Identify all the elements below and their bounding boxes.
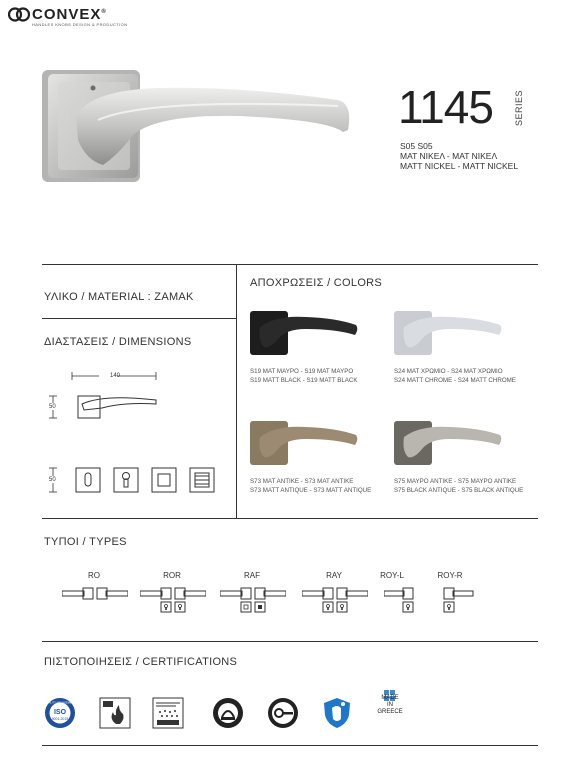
type-diagram-icon (220, 585, 286, 615)
dimension-drawing-roses (44, 464, 216, 498)
color-code-greek: S75 ΜΑΥΡΟ ΑΝΤΙΚΕ - S75 ΜΑΥΡΟ ΑΝΤΙΚΕ (394, 478, 517, 485)
color-swatch-caption (394, 478, 523, 495)
color-swatch-caption (250, 368, 358, 385)
type-diagram-icon (140, 585, 206, 615)
product-hero-image (38, 60, 368, 190)
color-code-english: S75 BLACK ANTIQUE - S75 BLACK ANTIQUE (394, 486, 524, 494)
divider-vertical (236, 264, 237, 518)
brand-name: CONVEX® (32, 6, 107, 23)
cycles-test-certification-icon (212, 697, 244, 729)
dimension-width: 140 (110, 373, 121, 379)
color-code-english: S19 MATT BLACK - S19 MATT BLACK (250, 376, 358, 384)
type-diagram-icon (384, 585, 418, 615)
iso-name: ISO (53, 709, 67, 716)
color-swatch-caption (394, 368, 516, 385)
finish-code: S05 S05 (400, 141, 433, 151)
iso-top-label: QUALITY MANAGEMENT (44, 701, 76, 705)
color-swatch-caption (250, 478, 371, 495)
color-code-english: S24 MATT CHROME - S24 MATT CHROME (394, 376, 516, 384)
dimensions-title: ΔΙΑΣΤΑΣΕΙΣ / DIMENSIONS (44, 336, 192, 348)
convex-logo-icon (8, 7, 30, 22)
color-code-greek: S19 ΜΑΤ ΜΑΥΡΟ - S19 ΜΑΤ ΜΑΥΡΟ (250, 368, 354, 375)
type-diagram-icon (62, 585, 128, 615)
divider-bottom (42, 745, 538, 746)
divider-top (42, 264, 538, 265)
type-diagram-icon (302, 585, 368, 615)
colors-title: ΑΠΟΧΡΩΣΕΙΣ / COLORS (250, 277, 383, 289)
product-finish (400, 141, 518, 171)
types-title: ΤΥΠΟΙ / TYPES (44, 536, 127, 548)
certifications-title: ΠΙΣΤΟΠΟΙΗΣΕΙΣ / CERTIFICATIONS (44, 656, 238, 668)
series-label: SERIES (514, 89, 524, 126)
type-label: RO (88, 571, 100, 580)
fire-test-certification-icon (99, 697, 131, 729)
color-code-greek: S24 ΜΑΤ ΧΡΩΜΙΟ - S24 ΜΑΤ ΧΡΩΜΙΟ (394, 368, 503, 375)
handle-test-certification-icon (267, 697, 299, 729)
color-code-greek: S73 ΜΑΤ ΑΝΤΙΚΕ - S73 ΜΑΤ ΑΝΤΙΚΕ (250, 478, 354, 485)
type-diagram-icon (442, 585, 476, 615)
iso-certification-icon (44, 697, 76, 729)
brand-tagline: HANDLES KNOBS DESIGN & PRODUCTION (32, 22, 128, 27)
dimension-drawing-side (44, 368, 164, 428)
divider-material (42, 318, 236, 319)
brand-logo (4, 4, 154, 28)
color-code-english: S73 MATT ANTIQUE - S73 MATT ANTIQUE (250, 486, 372, 494)
color-swatch-image (390, 415, 510, 475)
type-label: RAY (326, 571, 342, 580)
made-in-greece: MADE IN GREECE (377, 695, 403, 715)
iso-number: 9001:2015 (51, 717, 69, 721)
dimension-rose-height-2: 50 (49, 477, 56, 483)
finish-english: MATT NICKEL - MATT NICKEL (400, 161, 519, 171)
dimension-rose-height: 50 (49, 404, 56, 410)
divider-types (42, 518, 538, 519)
salt-spray-certification-icon (152, 697, 184, 729)
finish-greek: ΜΑΤ ΝΙΚΕΛ - ΜΑΤ ΝΙΚΕΛ (400, 151, 498, 161)
type-label: ROR (163, 571, 181, 580)
color-swatch-image (246, 415, 366, 475)
color-swatch-image (246, 305, 366, 365)
type-label: RAF (244, 571, 260, 580)
type-label: ROY-L (380, 571, 404, 580)
color-swatch-image (390, 305, 510, 365)
material-label: ΥΛΙΚΟ / MATERIAL : ZAMAK (44, 291, 194, 303)
model-number: 1145 (398, 81, 493, 133)
shield-certification-icon (321, 697, 353, 729)
divider-certs (42, 641, 538, 642)
type-label: ROY-R (437, 571, 463, 580)
